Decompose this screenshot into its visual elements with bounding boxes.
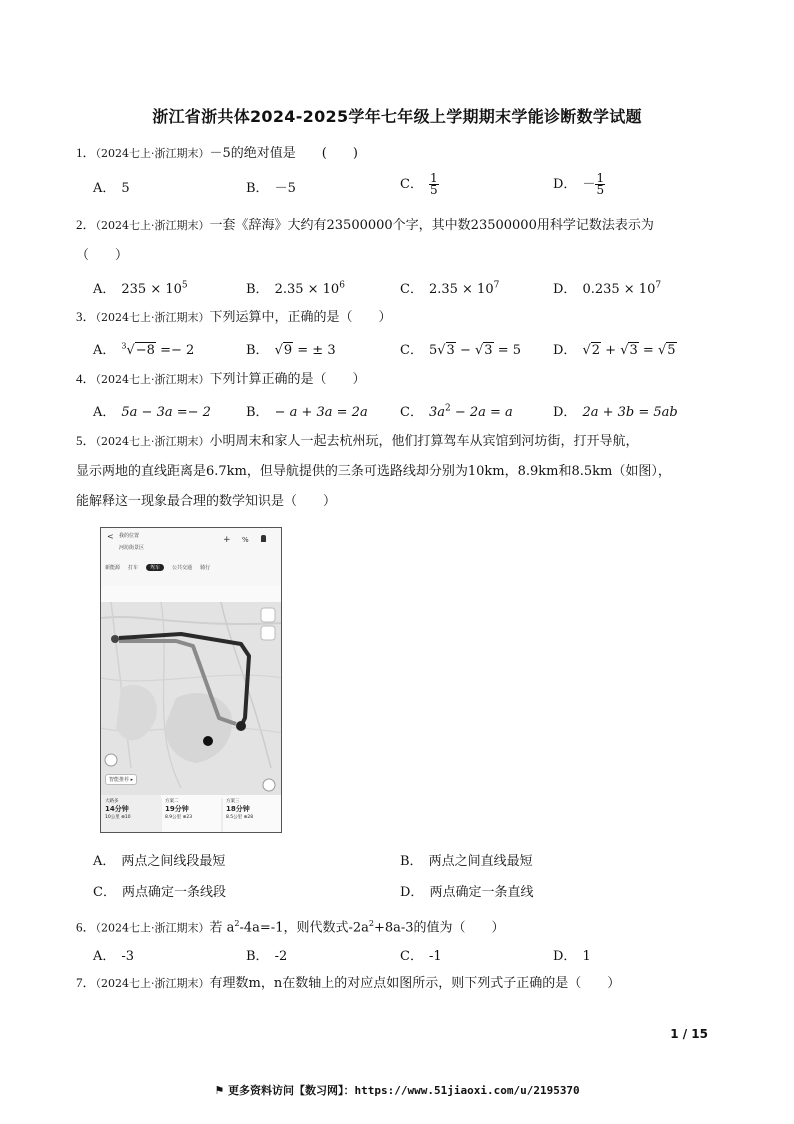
option-d[interactable]: D． 1 <box>553 949 591 964</box>
page-title: 浙江省浙共体2024-2025学年七年级上学期期末学能诊断数学试题 <box>152 107 642 126</box>
options-q4 <box>93 401 723 427</box>
question-6: 6．（2024七上·浙江期末）若 $a^2-4a=-1$，则代数式$-2a^2+8a-3$的值为（ ） <box>76 919 505 936</box>
options-q2 <box>93 278 723 304</box>
option-c[interactable]: C． $3a^2 - 2a = a$ <box>400 403 513 420</box>
option-d[interactable]: D． $0.235 \times 10^7$ <box>553 280 662 297</box>
footer-link[interactable]: ⚑ 更多资料访问【数习网】：https://www.51jiaoxi.com/u/2195370 <box>214 1084 580 1097</box>
add-stop-icon[interactable]: + <box>223 535 231 545</box>
options-q1 <box>93 171 723 203</box>
option-a[interactable]: A． $235 \times 10^5$ <box>93 280 188 297</box>
question-3: 3．（2024七上·浙江期末）下列运算中，正确的是（ ） <box>76 309 392 325</box>
option-a[interactable]: A． 5a − 3a =− 2 <box>93 405 211 420</box>
option-c[interactable]: C． $\frac{1}{5}$ <box>400 171 438 197</box>
to-field[interactable]: 河坊街景区 <box>119 545 145 551</box>
options-q5-row1 <box>93 850 723 876</box>
question-4: 4．（2024七上·浙江期末）下列计算正确的是（ ） <box>76 371 366 387</box>
tab-new-energy[interactable]: 新能源 <box>105 565 121 571</box>
option-d[interactable]: D． 2a + 3b = 5ab <box>553 405 678 420</box>
route-option-2[interactable]: 方案二 19分钟 8.9公里 ⊕23 <box>165 799 193 820</box>
navigation-map-figure <box>100 527 282 833</box>
option-b[interactable]: B． − a + 3a = 2a <box>246 405 368 420</box>
option-b[interactable]: B． √9 = ± 3 <box>246 343 336 358</box>
option-a[interactable]: A． 两点之间线段最短 <box>93 854 226 869</box>
tab-drive[interactable]: 驾车 <box>146 564 164 571</box>
options-q5-row2 <box>93 881 723 907</box>
option-d[interactable]: D． 两点确定一条直线 <box>400 885 534 900</box>
tab-transit[interactable]: 公共交通 <box>172 565 193 571</box>
fraction: $\frac{1}{5}$ <box>596 171 605 197</box>
question-5: 5．（2024七上·浙江期末）小明周末和家人一起去杭州玩，他们打算驾车从宾馆到河坊街，打开导航， 显示两地的直线距离是6.7km，但导航提供的三条可选路线却分别为10km，8.9km和8.5km（如图）， 能解释这一现象最合理的数学知识是（ ） <box>76 433 671 509</box>
option-b[interactable]: B． －5 <box>246 181 296 196</box>
options-q3 <box>93 339 723 365</box>
option-a[interactable]: A． -3 <box>93 949 135 964</box>
transport-mode-tabs <box>105 564 279 571</box>
option-d[interactable]: D． √2 + √3 = √5 <box>553 343 676 358</box>
tab-bike[interactable]: 骑行 <box>200 565 211 571</box>
option-a[interactable]: A． $^3$√−8 =− 2 <box>93 341 195 358</box>
bell-icon[interactable] <box>261 535 266 542</box>
route-option-3[interactable]: 方案三 18分钟 8.5公里 ⊕28 <box>226 799 254 820</box>
option-c[interactable]: C． $2.35 \times 10^7$ <box>400 280 500 297</box>
question-text-cont: （ ） <box>76 248 129 263</box>
question-1 <box>76 138 726 169</box>
swap-icon[interactable]: % <box>242 536 249 544</box>
tab-taxi[interactable]: 打车 <box>128 565 139 571</box>
option-c[interactable]: C． -1 <box>400 949 442 964</box>
option-c[interactable]: C． 5√3 − √3 = 5 <box>400 343 521 358</box>
option-c[interactable]: C． 两点确定一条线段 <box>93 885 226 900</box>
from-field[interactable]: 我的位置 <box>119 533 140 539</box>
option-b[interactable]: B． $2.35 \times 10^6$ <box>246 280 345 297</box>
question-number: 1． <box>76 145 96 160</box>
option-b[interactable]: B． 两点之间直线最短 <box>400 854 533 869</box>
flag-icon: ⚑ <box>214 1084 229 1097</box>
option-a[interactable]: A． 5 <box>93 181 130 196</box>
option-b[interactable]: B． -2 <box>246 949 288 964</box>
back-icon[interactable]: < <box>107 532 114 541</box>
page-number: 1 / 15 <box>670 1027 708 1041</box>
question-text: －5的绝对值是 ( ) <box>209 146 358 161</box>
smart-recommend-button[interactable]: 智能推荐 ▸ <box>105 774 137 785</box>
fraction: $\frac{1}{5}$ <box>429 171 438 197</box>
route-option-1[interactable]: 大路多 14分钟 10公里 ⊕10 <box>105 799 131 820</box>
source-tag: （2024七上·浙江期末） <box>95 147 210 160</box>
question-7: 7．（2024七上·浙江期末）有理数m，n在数轴上的对应点如图所示，则下列式子正确的是（ ） <box>76 975 621 991</box>
question-2: 2．（2024七上·浙江期末）一套《辞海》大约有23500000个字，其中数23500000用科学记数法表示为 （ ） <box>76 210 726 271</box>
option-d[interactable]: D． － $\frac{1}{5}$ <box>553 171 605 197</box>
